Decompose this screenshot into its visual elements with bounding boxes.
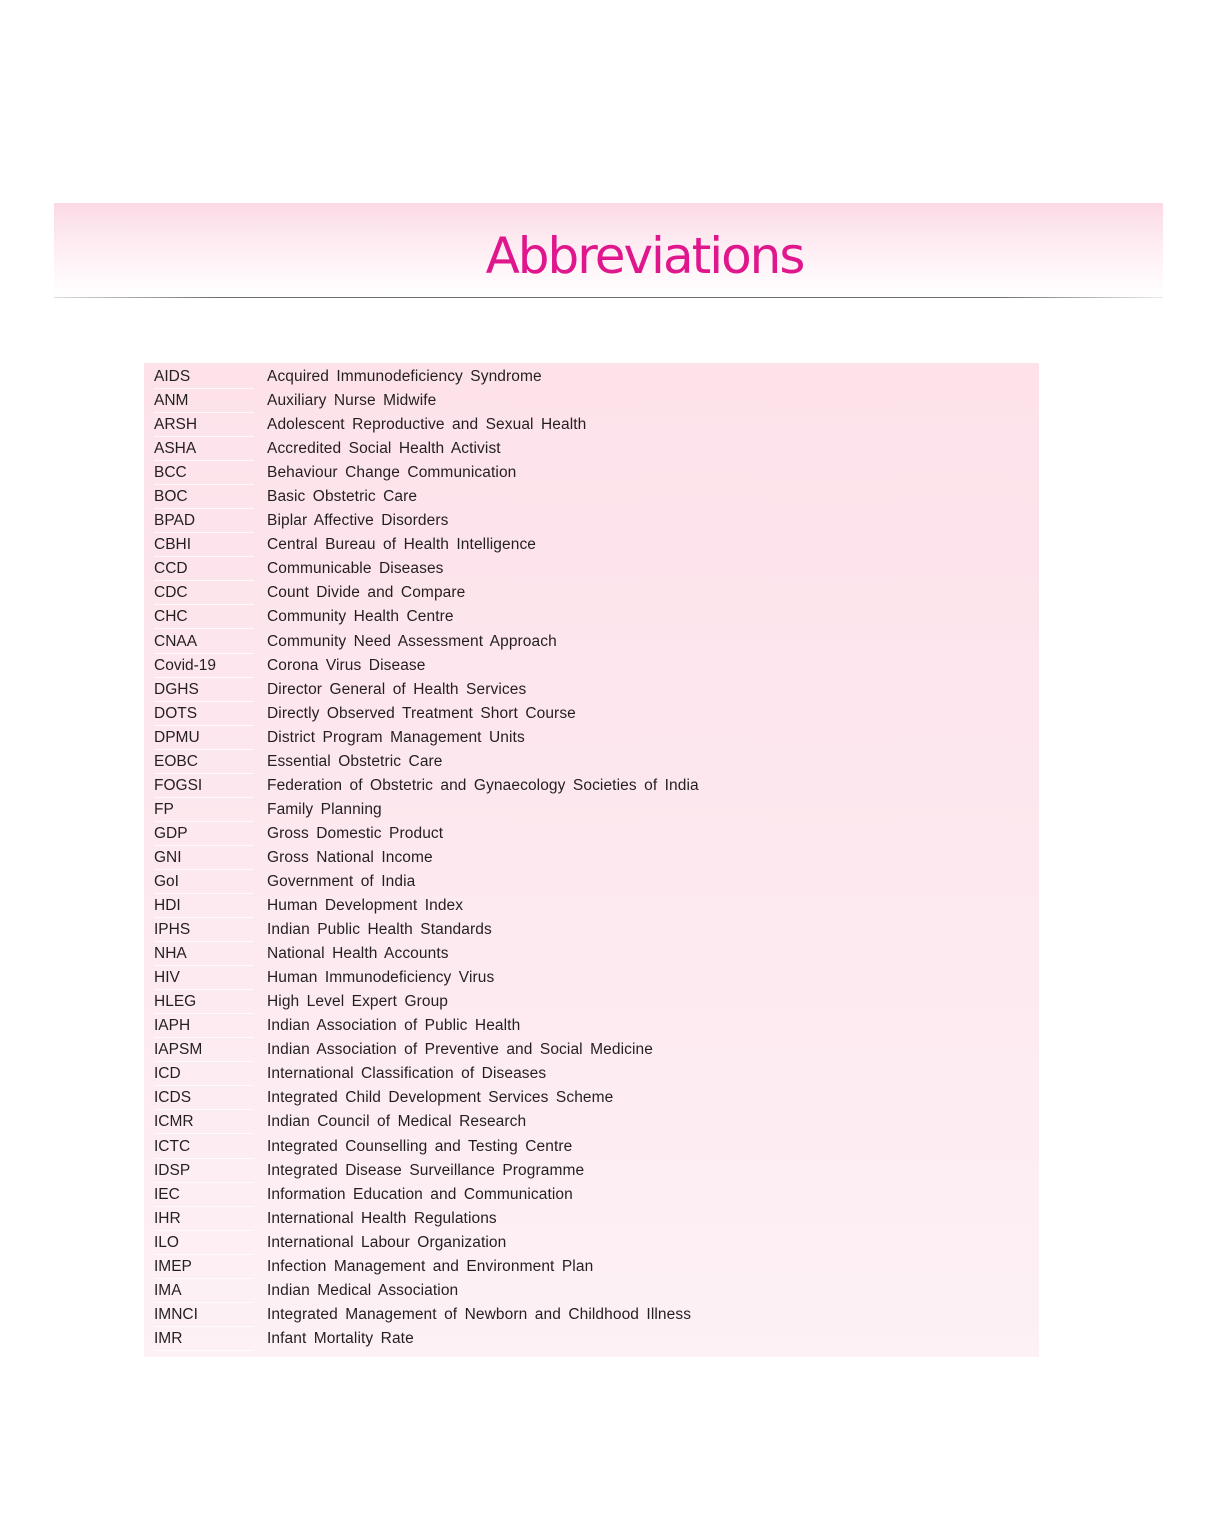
abbreviation-term: FP: [154, 798, 254, 822]
abbreviation-definition: Human Immunodeficiency Virus: [267, 969, 495, 987]
abbreviation-definition: Indian Public Health Standards: [267, 921, 492, 939]
abbreviation-definition: Biplar Affective Disorders: [267, 512, 449, 530]
abbreviation-definition: Communicable Diseases: [267, 560, 444, 578]
abbreviation-row: [144, 654, 1039, 678]
abbreviation-definition: Federation of Obstetric and Gynaecology Societies of India: [267, 776, 699, 794]
abbreviation-definition: Behaviour Change Communication: [267, 464, 517, 482]
abbreviation-definition: Essential Obstetric Care: [267, 752, 443, 770]
abbreviation-term: BOC: [154, 485, 254, 509]
abbreviation-definition: High Level Expert Group: [267, 993, 449, 1011]
abbreviation-definition: Information Education and Communication: [267, 1185, 573, 1203]
abbreviation-term: ASHA: [154, 437, 254, 461]
abbreviation-definition: Government of India: [267, 872, 416, 890]
abbreviation-definition: Indian Council of Medical Research: [267, 1113, 527, 1131]
abbreviation-row: [144, 437, 1039, 461]
abbreviation-definition: National Health Accounts: [267, 945, 449, 963]
abbreviation-term: HIV: [154, 966, 254, 990]
abbreviation-term: DGHS: [154, 678, 254, 702]
abbreviation-term: EOBC: [154, 750, 254, 774]
abbreviation-row: [144, 1135, 1039, 1159]
abbreviation-definition: Indian Association of Preventive and Social Medicine: [267, 1041, 653, 1059]
abbreviation-term: GoI: [154, 870, 254, 894]
abbreviation-term: IDSP: [154, 1159, 254, 1183]
abbreviation-term: HDI: [154, 894, 254, 918]
abbreviation-definition: Directly Observed Treatment Short Course: [267, 704, 576, 722]
abbreviation-row: [144, 557, 1039, 581]
abbreviation-row: [144, 1303, 1039, 1327]
abbreviation-definition: International Health Regulations: [267, 1209, 497, 1227]
abbreviation-row: [144, 1327, 1039, 1351]
abbreviations-table: [144, 363, 1039, 1357]
abbreviation-row: [144, 798, 1039, 822]
abbreviation-row: [144, 726, 1039, 750]
abbreviation-term: CNAA: [154, 630, 254, 654]
abbreviation-definition: Indian Association of Public Health: [267, 1017, 521, 1035]
abbreviation-definition: Community Health Centre: [267, 608, 454, 626]
abbreviation-row: [144, 1038, 1039, 1062]
abbreviation-row: [144, 870, 1039, 894]
abbreviation-definition: Infection Management and Environment Plan: [267, 1257, 594, 1275]
abbreviation-definition: Accredited Social Health Activist: [267, 440, 501, 458]
abbreviation-row: [144, 1110, 1039, 1134]
abbreviation-term: ICMR: [154, 1110, 254, 1134]
abbreviation-term: IMR: [154, 1327, 254, 1351]
abbreviation-term: CHC: [154, 605, 254, 629]
abbreviation-term: GDP: [154, 822, 254, 846]
abbreviation-row: [144, 1183, 1039, 1207]
abbreviation-term: ILO: [154, 1231, 254, 1255]
abbreviation-term: IHR: [154, 1207, 254, 1231]
abbreviation-term: Covid-19: [154, 654, 254, 678]
abbreviation-term: ICD: [154, 1062, 254, 1086]
abbreviation-definition: Human Development Index: [267, 897, 464, 915]
abbreviation-term: ICTC: [154, 1135, 254, 1159]
abbreviation-row: [144, 894, 1039, 918]
abbreviation-term: IPHS: [154, 918, 254, 942]
abbreviation-row: [144, 1207, 1039, 1231]
abbreviation-definition: Infant Mortality Rate: [267, 1329, 414, 1347]
abbreviation-term: GNI: [154, 846, 254, 870]
abbreviation-term: ARSH: [154, 413, 254, 437]
abbreviation-row: [144, 365, 1039, 389]
abbreviation-row: [144, 1255, 1039, 1279]
abbreviation-row: [144, 630, 1039, 654]
abbreviation-row: [144, 1231, 1039, 1255]
abbreviation-definition: Gross Domestic Product: [267, 824, 444, 842]
abbreviation-term: DOTS: [154, 702, 254, 726]
abbreviation-term: NHA: [154, 942, 254, 966]
abbreviation-definition: Auxiliary Nurse Midwife: [267, 392, 437, 410]
abbreviation-row: [144, 389, 1039, 413]
abbreviation-definition: International Labour Organization: [267, 1233, 507, 1251]
abbreviation-definition: Integrated Child Development Services Scheme: [267, 1089, 614, 1107]
abbreviation-row: [144, 605, 1039, 629]
abbreviation-row: [144, 774, 1039, 798]
abbreviation-definition: Integrated Management of Newborn and Childhood Illness: [267, 1305, 692, 1323]
abbreviation-term: IMA: [154, 1279, 254, 1303]
abbreviation-term: ANM: [154, 389, 254, 413]
abbreviation-term: CCD: [154, 557, 254, 581]
abbreviation-row: [144, 1014, 1039, 1038]
abbreviation-definition: Corona Virus Disease: [267, 656, 426, 674]
abbreviation-term: IEC: [154, 1183, 254, 1207]
abbreviation-term: FOGSI: [154, 774, 254, 798]
abbreviation-term: DPMU: [154, 726, 254, 750]
abbreviation-definition: Community Need Assessment Approach: [267, 632, 557, 650]
abbreviation-row: [144, 533, 1039, 557]
abbreviation-row: [144, 1086, 1039, 1110]
abbreviation-definition: Integrated Counselling and Testing Centre: [267, 1137, 573, 1155]
abbreviation-definition: Integrated Disease Surveillance Programme: [267, 1161, 585, 1179]
abbreviation-definition: Gross National Income: [267, 848, 433, 866]
abbreviation-term: IAPSM: [154, 1038, 254, 1062]
abbreviation-row: [144, 750, 1039, 774]
abbreviation-row: [144, 461, 1039, 485]
abbreviation-term: IMEP: [154, 1255, 254, 1279]
abbreviation-term: IAPH: [154, 1014, 254, 1038]
abbreviation-row: [144, 1159, 1039, 1183]
title-divider: [54, 297, 1163, 298]
abbreviation-definition: International Classification of Diseases: [267, 1065, 547, 1083]
abbreviation-row: [144, 1279, 1039, 1303]
abbreviation-definition: District Program Management Units: [267, 728, 525, 746]
abbreviation-row: [144, 1062, 1039, 1086]
abbreviation-definition: Central Bureau of Health Intelligence: [267, 536, 537, 554]
abbreviation-definition: Adolescent Reproductive and Sexual Health: [267, 416, 587, 434]
abbreviation-row: [144, 822, 1039, 846]
abbreviation-row: [144, 678, 1039, 702]
abbreviation-definition: Basic Obstetric Care: [267, 488, 418, 506]
abbreviation-term: BPAD: [154, 509, 254, 533]
abbreviation-definition: Director General of Health Services: [267, 680, 527, 698]
abbreviation-term: ICDS: [154, 1086, 254, 1110]
abbreviation-term: BCC: [154, 461, 254, 485]
abbreviation-definition: Count Divide and Compare: [267, 584, 466, 602]
abbreviation-definition: Indian Medical Association: [267, 1281, 459, 1299]
abbreviation-row: [144, 990, 1039, 1014]
abbreviation-row: [144, 846, 1039, 870]
abbreviation-row: [144, 413, 1039, 437]
page-title: Abbreviations: [485, 227, 804, 285]
abbreviation-definition: Family Planning: [267, 800, 382, 818]
abbreviation-row: [144, 581, 1039, 605]
abbreviation-row: [144, 918, 1039, 942]
abbreviation-term: CBHI: [154, 533, 254, 557]
abbreviation-term: CDC: [154, 581, 254, 605]
abbreviation-term: HLEG: [154, 990, 254, 1014]
abbreviation-row: [144, 509, 1039, 533]
abbreviation-row: [144, 485, 1039, 509]
abbreviation-row: [144, 966, 1039, 990]
abbreviation-row: [144, 942, 1039, 966]
abbreviation-term: AIDS: [154, 365, 254, 389]
abbreviation-row: [144, 702, 1039, 726]
abbreviation-term: IMNCI: [154, 1303, 254, 1327]
abbreviation-definition: Acquired Immunodeficiency Syndrome: [267, 368, 542, 385]
